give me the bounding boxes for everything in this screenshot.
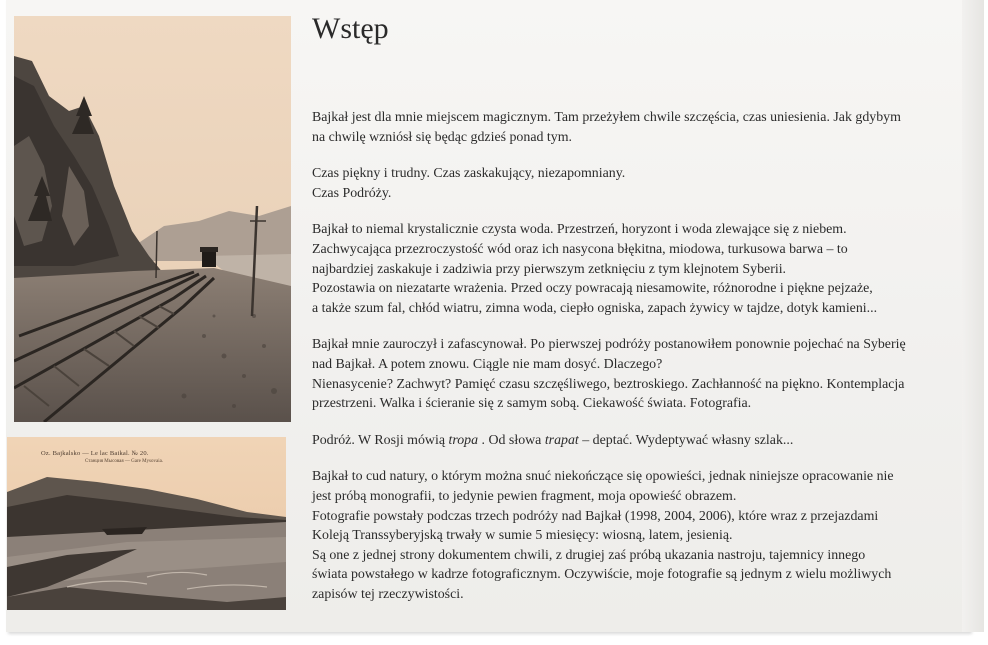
page-title: Wstęp: [312, 12, 389, 45]
text-line: przestrzeni. Walka i ścieranie się z samym sobą. Ciekawość świata. Fotografia.: [312, 396, 752, 412]
text-segment: – deptać. Wydeptywać własny szlak...: [578, 432, 794, 448]
text-line: Bajkał jest dla mnie miejscem magicznym. Tam przeżyłem chwile szczęścia, czas uniesienia. Jak gdybym: [312, 110, 901, 125]
text-line: [312, 431, 952, 451]
railway-photo: [14, 16, 291, 422]
postcard-photo: [7, 437, 286, 610]
text-line: na chwilę wzniósł się będąc gdzieś ponad tym.: [312, 129, 572, 145]
text-line: Nienasycenie? Zachwyt? Pamięć czasu szczęśliwego, beztroskiego. Zachłanność na piękno. Kontemplacja: [312, 376, 905, 392]
paragraph: [312, 164, 952, 203]
text-line: świata powstałego w kadrze fotograficznym. Oczywiście, moje fotografie są jednym z wielu możliwych: [312, 567, 892, 583]
postcard-subcaption: Станция Мысовая — Gare Mysovaia.: [85, 459, 164, 464]
page-edge: [962, 0, 984, 632]
paragraph: [312, 467, 952, 604]
italic-word: tropa: [448, 432, 479, 448]
text-line: Pozostawia on niezatarte wrażenia. Przed oczy powracają niesamowite, różnorodne i piękne pejzaże,: [312, 281, 873, 297]
postcard-caption: Oz. Bajkalsko — Le lac Baikal. № 20.: [41, 450, 149, 457]
paragraph: [312, 108, 952, 147]
text-line: Koleją Transsyberyjską trwały w sumie 5 miesięcy: wiosną, latem, jesienią.: [312, 528, 733, 544]
text-line: Czas piękny i trudny. Czas zaskakujący, niezapomniany.: [312, 166, 626, 182]
text-line: Fotografie powstały podczas trzech podróży nad Bajkał (1998, 2004, 2006), które wraz z przejazdami: [312, 508, 879, 524]
italic-word: trapat: [544, 432, 579, 448]
text-segment: Podróż. W Rosji mówią: [312, 432, 449, 448]
text-line: a także szum fal, chłód wiatru, zimna woda, ciepło ogniska, zapach żywicy w tajdze, dotyk kamieni...: [312, 300, 878, 316]
text-line: zapisów tej rzeczywistości.: [312, 586, 464, 602]
text-line: Czas Podróży.: [312, 185, 392, 201]
paragraph: [312, 335, 952, 413]
text-line: Bajkał to niemal krystalicznie czysta woda. Przestrzeń, horyzont i woda zlewające się z niebem.: [312, 222, 847, 238]
text-line: nad Bajkał. A potem znowu. Ciągle nie mam dosyć. Dlaczego?: [312, 356, 663, 372]
text-line: jest próbą monografii, to jedynie pewien fragment, moja opowieść obrazem.: [312, 488, 737, 504]
body-text: [312, 108, 952, 621]
paragraph: [312, 220, 952, 318]
text-segment: . Od słowa: [478, 432, 545, 448]
paragraph: [312, 431, 952, 451]
text-line: Bajkał mnie zauroczył i zafascynował. Po pierwszej podróży postanowiłem ponownie pojechać na Syberię: [312, 337, 906, 353]
text-line: Zachwycająca przezroczystość wód oraz ich nasycona błękitna, miodowa, turkusowa barwa – to: [312, 241, 848, 257]
text-line: Bajkał to cud natury, o którym można snuć niekończące się opowieści, jednak niniejsze opracowanie nie: [312, 469, 894, 485]
text-line: najbardziej zaskakuje i zadziwia przy pierwszym zetknięciu z tym klejnotem Syberii.: [312, 261, 787, 277]
text-line: Są one z jednej strony dokumentem chwili, z drugiej zaś próbą ukazania nastroju, tajemnicy innego: [312, 547, 866, 563]
